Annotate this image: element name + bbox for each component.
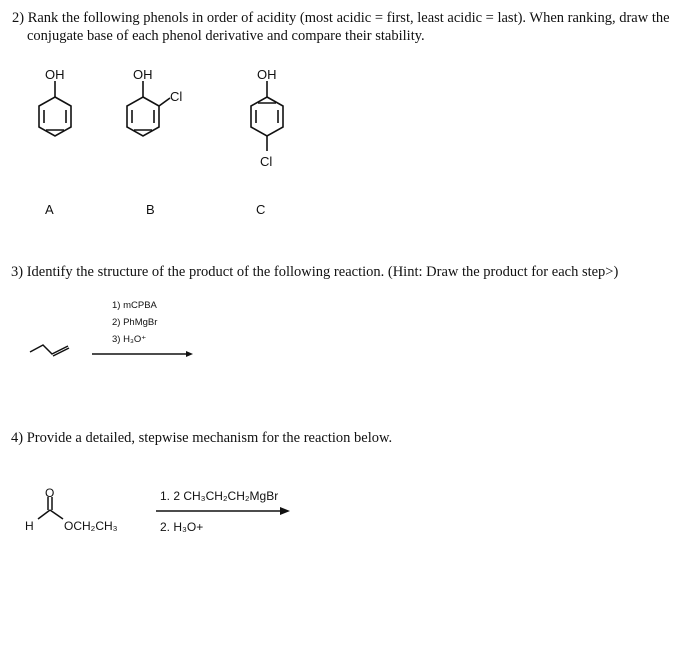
q4-text: 4) Provide a detailed, stepwise mechanism for the reaction below. — [11, 430, 393, 446]
q3-step1: 1) mCPBA — [112, 300, 157, 311]
q3-reaction-arrow — [92, 351, 193, 357]
propene-structure — [30, 345, 69, 356]
q3-step3: 3) H₃O⁺ — [112, 334, 147, 345]
molecule-b-2-chlorophenol — [127, 81, 170, 136]
ethyl-formate-structure — [38, 497, 63, 519]
formyl-hydrogen: H — [25, 519, 34, 533]
molecule-c-4-chlorophenol — [251, 81, 283, 151]
q4-reagent2: 2. H₃O+ — [160, 520, 204, 534]
molecule-b-oh: OH — [133, 67, 153, 82]
q2-text-line1: 2) Rank the following phenols in order of acidity (most acidic = first, least acidic = last). When ranking, draw the — [12, 10, 670, 26]
carbonyl-oxygen: O — [45, 486, 55, 500]
label-b: B — [146, 202, 155, 217]
molecule-c-cl: Cl — [260, 154, 273, 169]
label-c: C — [256, 202, 266, 217]
molecule-b-cl: Cl — [170, 89, 183, 104]
q3-text: 3) Identify the structure of the product of the following reaction. (Hint: Draw the product for each step>) — [11, 264, 619, 280]
q4-reagent1: 1. 2 CH₃CH₂CH₂MgBr — [160, 489, 279, 503]
molecule-c-oh: OH — [257, 67, 277, 82]
ethoxy-group: OCH₂CH₃ — [64, 519, 118, 533]
q3-step2: 2) PhMgBr — [112, 317, 158, 328]
molecule-a-oh: OH — [45, 67, 65, 82]
q2-text-line2: conjugate base of each phenol derivative and compare their stability. — [27, 28, 425, 44]
molecule-a-phenol — [39, 81, 71, 136]
q4-reaction-arrow — [156, 507, 290, 515]
label-a: A — [45, 202, 54, 217]
